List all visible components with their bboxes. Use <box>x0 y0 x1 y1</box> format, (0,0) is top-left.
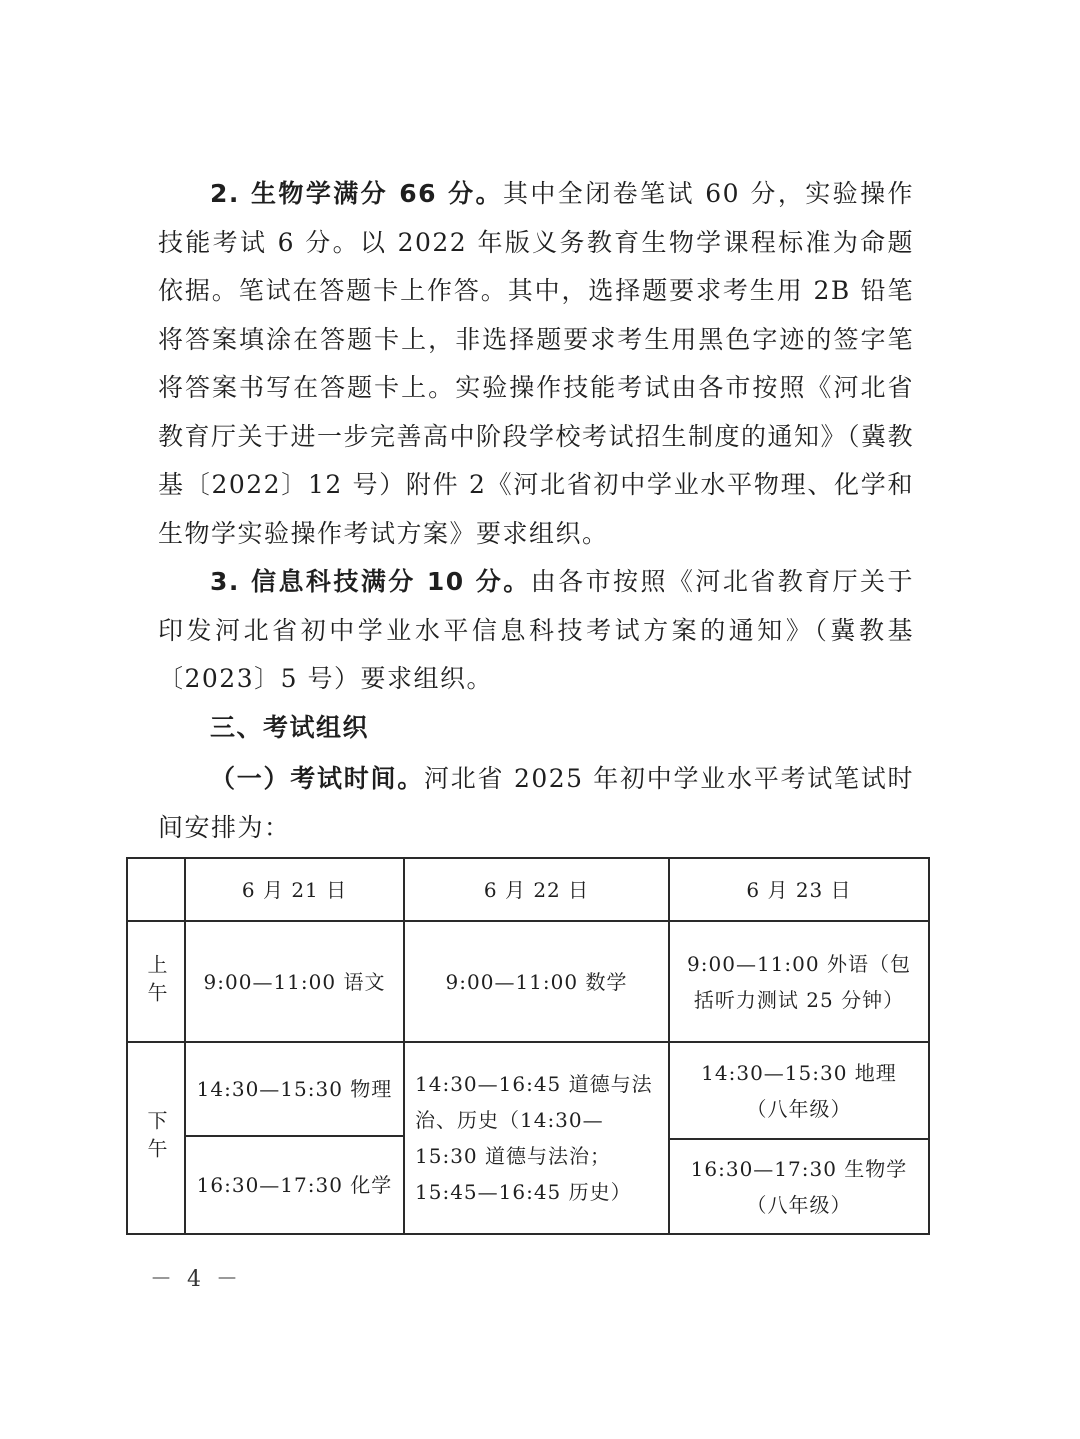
table-cell: 16:30—17:30 生物学（八年级） <box>690 1156 908 1217</box>
body-text <box>158 170 914 704</box>
period-label-pm <box>128 1043 184 1233</box>
paragraph-info-tech <box>158 558 914 704</box>
page-number: － 4 － <box>150 1267 242 1292</box>
table-cell: 9:00—11:00 数学 <box>445 969 628 994</box>
paragraph-body: 其中全闭卷笔试 60 分，实验操作技能考试 6 分。以 2022 年版义务教育生物学课程标准为命题依据。笔试在答题卡上作答。其中，选择题要求考生用 2B 铅笔将答案填涂在答题卡上，非选择题要求考生用黑色字迹的签字笔将答案书写在答题卡上。实验操作技能考试由各市按照《河北省教育厅关于进一步完善高中阶段学校考试招生制度的通知》（冀教基〔2022〕12 号）附件 2《河北省初中学业水平物理、化学和生物学实验操作考试方案》要求组织。 <box>158 179 915 548</box>
table-header: 6 月 22 日 <box>483 877 590 902</box>
section-heading: 三、考试组织 <box>210 713 370 742</box>
period-label-text: 下午 <box>144 1110 168 1166</box>
table-cell: 14:30—16:45 道德与法治、历史（14:30—15:30 道德与法治；15:45—16:45 历史） <box>415 1072 653 1204</box>
paragraph-lead: 2. 生物学满分 66 分。 <box>210 179 503 208</box>
subsection-body: 河北省 2025 年初中学业水平考试笔试时间安排为： <box>158 764 914 842</box>
exam-schedule-table <box>126 857 930 1235</box>
subsection-exam-time <box>158 755 914 852</box>
period-label-am <box>128 922 184 1041</box>
paragraph-body: 由各市按照《河北省教育厅关于印发河北省初中学业水平信息科技考试方案的通知》（冀教基〔2023〕5 号）要求组织。 <box>158 567 914 693</box>
table-header: 6 月 21 日 <box>241 877 348 902</box>
table-cell: 9:00—11:00 语文 <box>203 969 386 994</box>
subsection-label: （一）考试时间。 <box>210 764 424 793</box>
paragraph-lead: 3. 信息科技满分 10 分。 <box>210 567 531 596</box>
paragraph-biology <box>158 170 914 558</box>
table-cell: 14:30—15:30 地理（八年级） <box>701 1060 897 1121</box>
table-cell: 14:30—15:30 物理 <box>196 1077 393 1101</box>
table-cell: 16:30—17:30 化学 <box>196 1173 393 1197</box>
table-cell: 9:00—11:00 外语（包括听力测试 25 分钟） <box>687 951 911 1012</box>
period-label-text: 上午 <box>144 953 168 1010</box>
table-header: 6 月 23 日 <box>746 877 852 902</box>
